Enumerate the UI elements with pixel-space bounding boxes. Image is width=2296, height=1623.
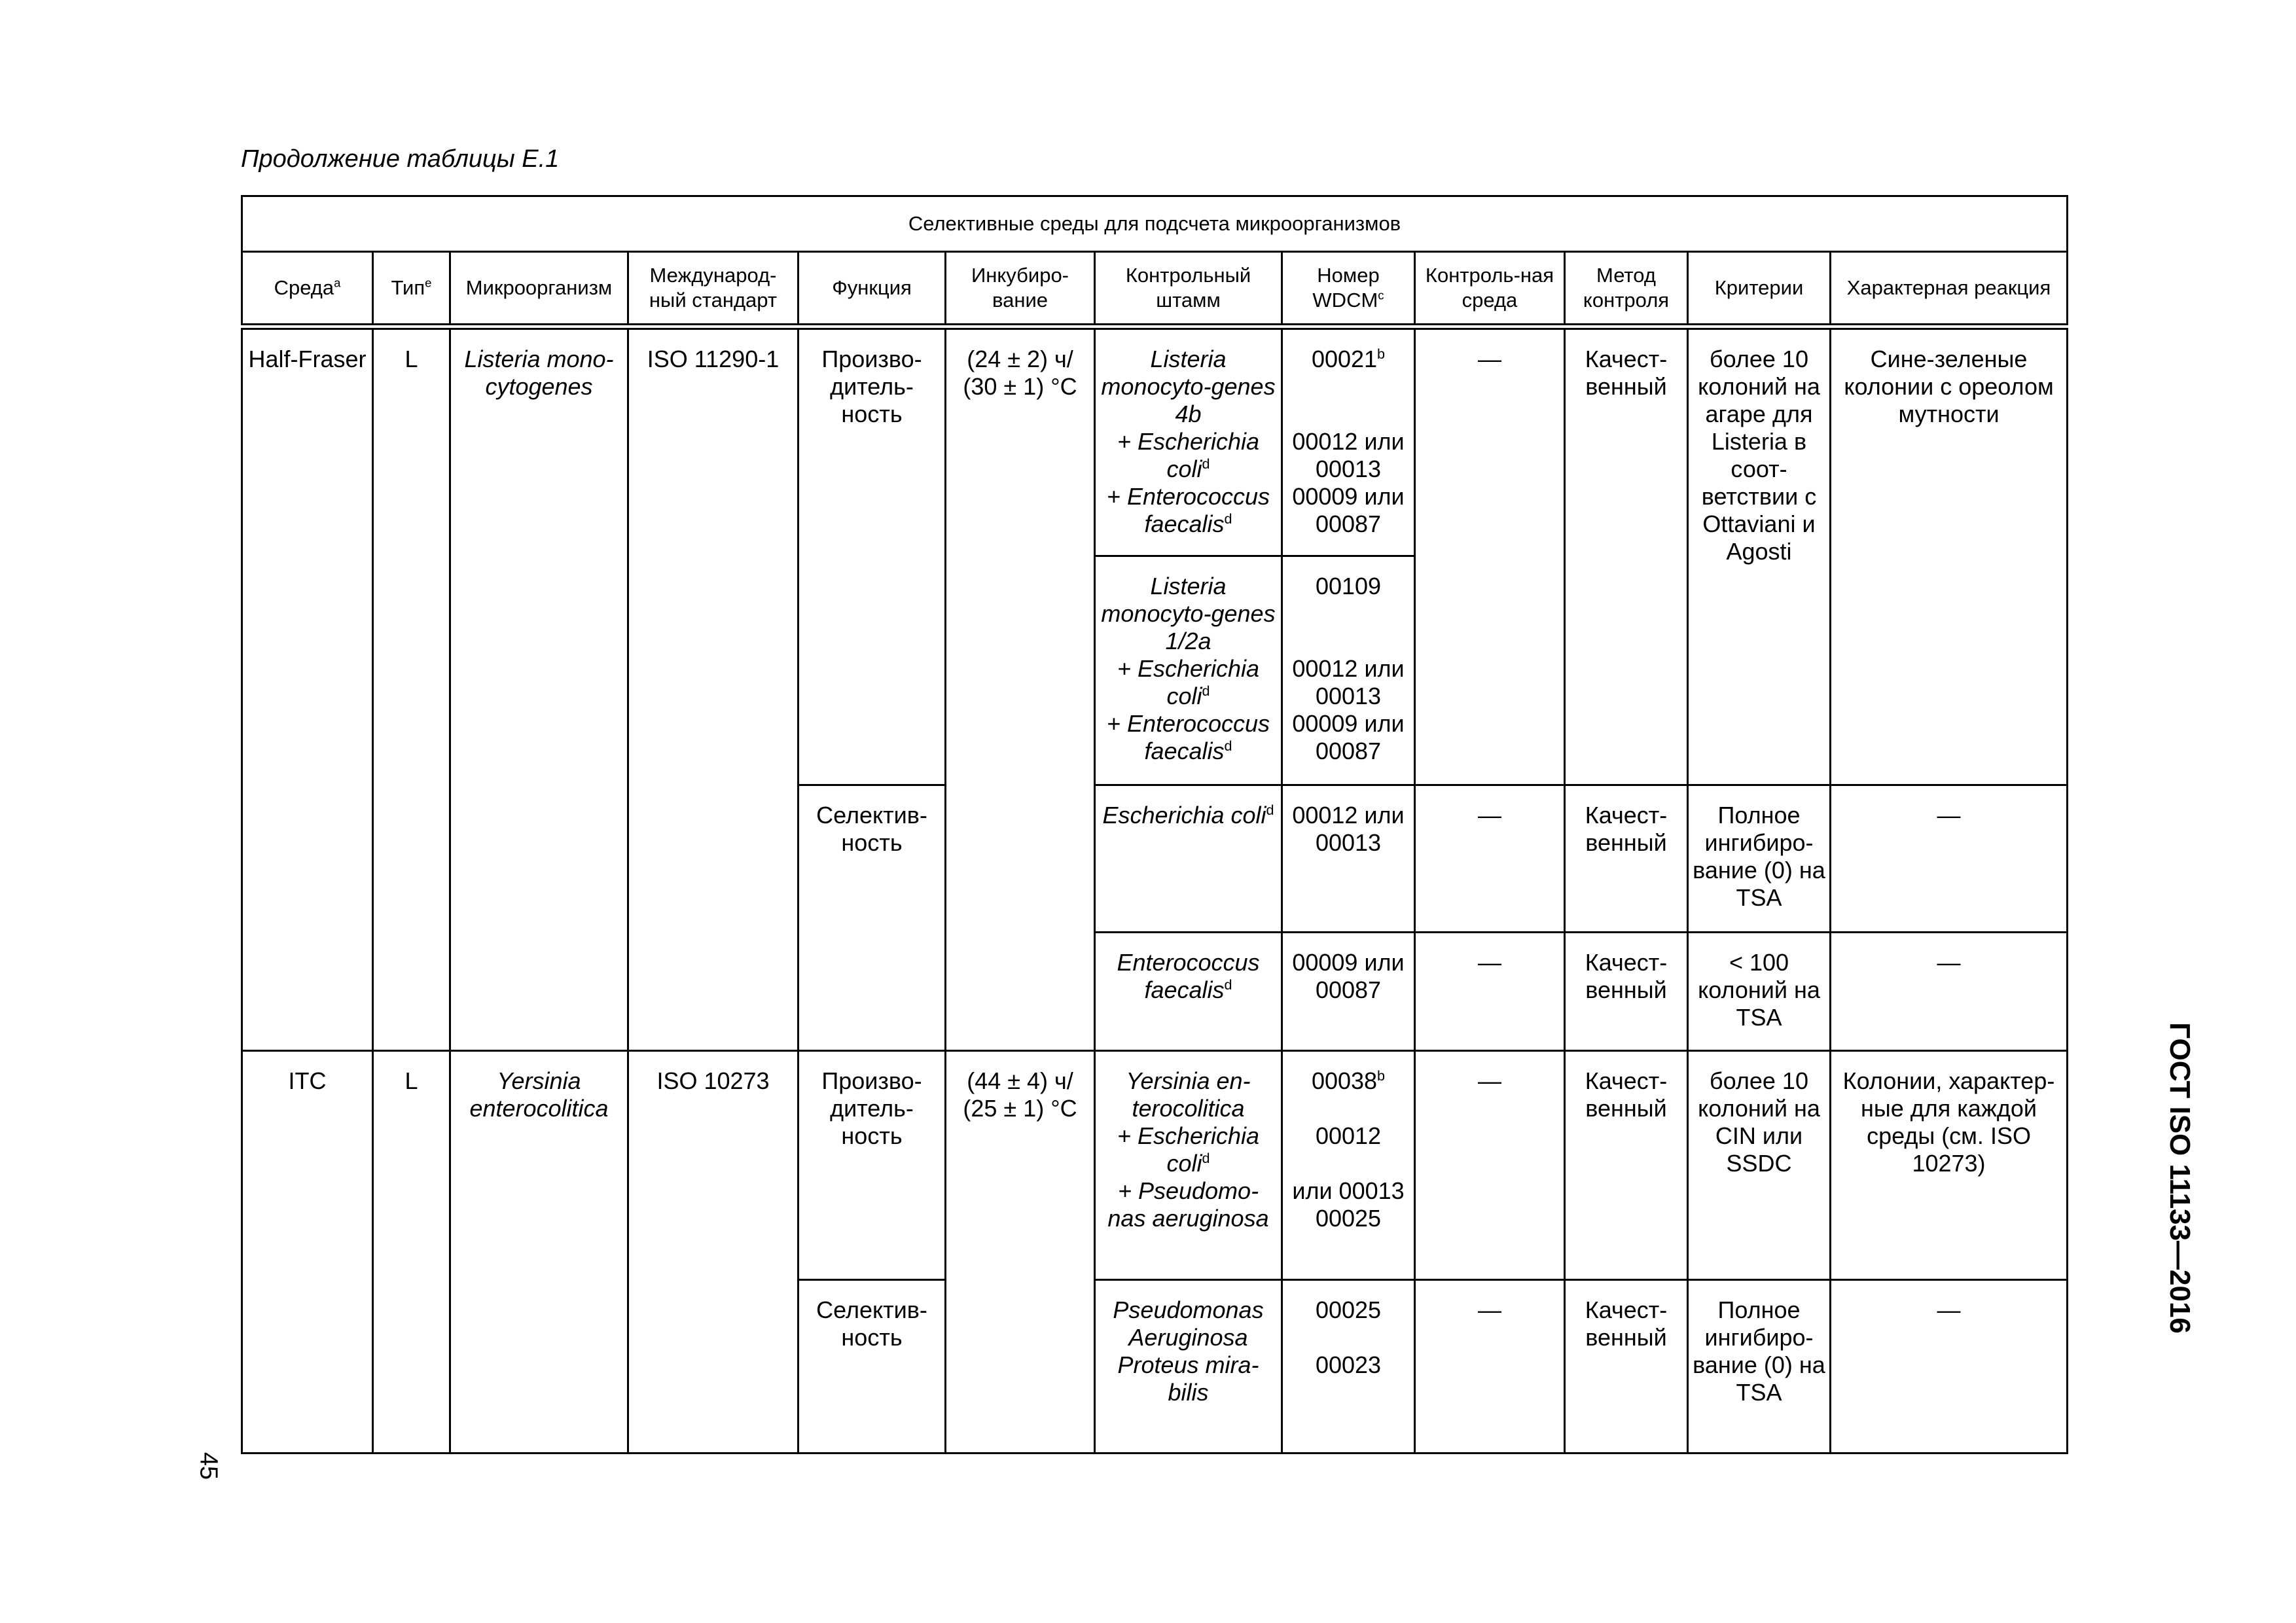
cell-reaction: Колонии, характер-ные для каждой среды (см. ISO 10273) [1831,1050,2068,1279]
header-medium: Среда$^a$ [242,252,373,327]
header-reference-medium: Контроль-ная среда [1415,252,1565,327]
cell-strain: Escherichia coli$^d$ [1095,785,1282,932]
cell-criteria: более 10 колоний на CIN или SSDC [1688,1050,1831,1279]
cell-reference-medium: — [1415,785,1565,932]
cell-incubation: (44 ± 4) ч/ (25 ± 1) °C [946,1050,1095,1453]
cell-wdcm: 00012 или 00013 [1282,785,1415,932]
cell-wdcm: 00109 00012 или 00013 00009 или 00087 [1282,556,1415,785]
header-type: Тип$^e$ [373,252,450,327]
table-row [242,1050,2068,1279]
cell-method: Качест-венный [1565,932,1688,1050]
cell-method: Качест-венный [1565,785,1688,932]
cell-medium: ITC [242,1050,373,1453]
cell-function: Произво-дитель-ность [798,1050,946,1279]
cell-organism: Yersinia enterocolitica [450,1050,628,1453]
header-function: Функция [798,252,946,327]
table-continuation-caption: Продолжение таблицы Е.1 [241,145,560,173]
cell-standard: ISO 11290-1 [628,327,798,1050]
cell-organism: Listeria mono-cytogenes [450,327,628,1050]
cell-method: Качест-венный [1565,327,1688,785]
cell-function: Селектив-ность [798,1279,946,1453]
cell-method: Качест-венный [1565,1279,1688,1453]
cell-reference-medium: — [1415,327,1565,785]
cell-strain: Yersinia en-terocolitica + Escherichia coli$^d$ + Pseudomo-nas aeruginosa [1095,1050,1282,1279]
cell-reaction: Сине-зеленые колонии с ореолом мутности [1831,327,2068,785]
header-organism: Микроорганизм [450,252,628,327]
document-title: ГОСТ ISO 11133—2016 [2164,1022,2196,1334]
cell-strain: Pseudomonas Aeruginosa Proteus mira-bilis [1095,1279,1282,1453]
header-standard: Международ-ный стандарт [628,252,798,327]
cell-function: Произво-дитель-ность [798,327,946,785]
cell-strain: Listeria monocyto-genes 4b + Escherichia coli$^d$ + Enterococcus faecalis$^d$ [1095,327,1282,556]
cell-wdcm: 00009 или 00087 [1282,932,1415,1050]
header-reaction: Характерная реакция [1831,252,2068,327]
cell-reference-medium: — [1415,1050,1565,1279]
cell-criteria: < 100 колоний на TSA [1688,932,1831,1050]
cell-reaction: — [1831,785,2068,932]
cell-reaction: — [1831,1279,2068,1453]
cell-method: Качест-венный [1565,1050,1688,1279]
cell-wdcm: 00038$^b$ 00012 или 00013 00025 [1282,1050,1415,1279]
header-wdcm: Номер WDCM$^c$ [1282,252,1415,327]
cell-strain: Enterococcus faecalis$^d$ [1095,932,1282,1050]
table-row [242,327,2068,556]
cell-criteria: более 10 колоний на агаре для Listeria в соот-ветствии с Ottaviani и Agosti [1688,327,1831,785]
cell-strain: Listeria monocyto-genes 1/2a + Escherichia coli$^d$ + Enterococcus faecalis$^d$ [1095,556,1282,785]
header-method: Метод контроля [1565,252,1688,327]
cell-type: L [373,1050,450,1453]
cell-incubation: (24 ± 2) ч/ (30 ± 1) °C [946,327,1095,1050]
cell-reference-medium: — [1415,1279,1565,1453]
selective-media-table [241,195,2068,1454]
cell-type: L [373,327,450,1050]
header-criteria: Критерии [1688,252,1831,327]
header-incubation: Инкубиро-вание [946,252,1095,327]
page-number: 45 [194,1452,223,1480]
cell-function: Селектив-ность [798,785,946,1050]
cell-medium: Half-Fraser [242,327,373,1050]
cell-criteria: Полное ингибиро-вание (0) на TSA [1688,1279,1831,1453]
cell-standard: ISO 10273 [628,1050,798,1453]
cell-reference-medium: — [1415,932,1565,1050]
cell-reaction: — [1831,932,2068,1050]
table-title: Селективные среды для подсчета микроорганизмов [242,196,2068,252]
cell-wdcm: 00021$^b$ 00012 или 00013 00009 или 00087 [1282,327,1415,556]
header-strain: Контрольный штамм [1095,252,1282,327]
cell-criteria: Полное ингибиро-вание (0) на TSA [1688,785,1831,932]
cell-wdcm: 00025 00023 [1282,1279,1415,1453]
